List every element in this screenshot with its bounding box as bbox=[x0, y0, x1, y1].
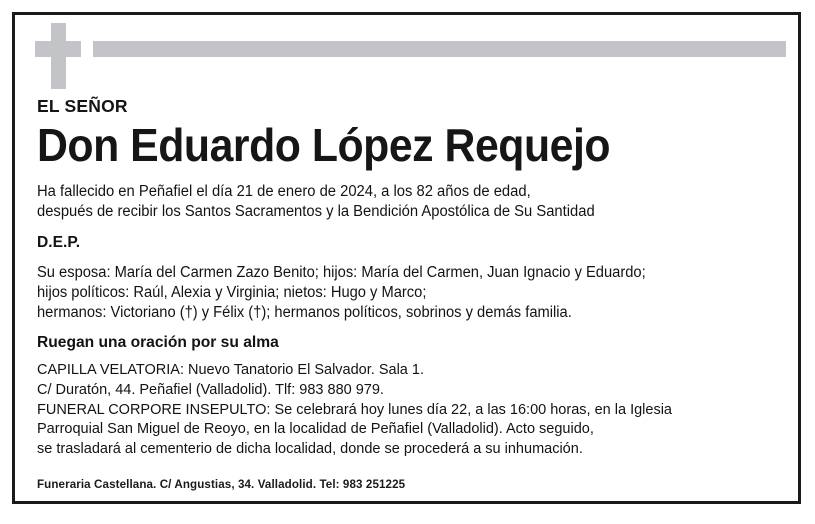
surviving-family-list bbox=[37, 263, 750, 323]
cross-icon-horizontal-bar bbox=[35, 41, 81, 57]
funeral-home-contact: Funeraria Castellana. C/ Angustias, 34. Valladolid. Tel: 983 251225 bbox=[37, 478, 406, 491]
obituary-notice-body bbox=[15, 15, 798, 501]
funeral-service-line: C/ Duratón, 44. Peñafiel (Valladolid). Tlf: 983 880 979. bbox=[37, 380, 384, 398]
funeral-home-footer bbox=[37, 478, 784, 491]
honorific-label: EL SEÑOR bbox=[37, 96, 128, 116]
surviving-family-line: Su esposa: María del Carmen Zazo Benito; hijos: María del Carmen, Juan Ignacio y Eduardo; bbox=[37, 263, 646, 281]
funeral-service-details bbox=[37, 360, 750, 459]
notice-header-band bbox=[15, 15, 798, 97]
surviving-family-line: hijos políticos: Raúl, Alexia y Virginia; nietos: Hugo y Marco; bbox=[37, 283, 427, 301]
death-information-line: Ha fallecido en Peñafiel el día 21 de enero de 2024, a los 82 años de edad, bbox=[37, 183, 531, 201]
funeral-service-line: FUNERAL CORPORE INSEPULTO: Se celebrará hoy lunes día 22, a las 16:00 horas, en la Iglesia bbox=[37, 400, 673, 418]
surviving-family-line: hermanos: Victoriano (†) y Félix (†); hermanos políticos, sobrinos y demás familia. bbox=[37, 303, 572, 321]
prayer-request: Ruegan una oración por su alma bbox=[37, 333, 279, 351]
funeral-service-line: CAPILLA VELATORIA: Nuevo Tanatorio El Salvador. Sala 1. bbox=[37, 361, 424, 379]
cross-icon bbox=[35, 23, 81, 89]
death-information-line: después de recibir los Santos Sacramentos y la Bendición Apostólica de Su Santidad bbox=[37, 202, 595, 220]
obituary-notice-frame bbox=[12, 12, 801, 504]
header-divider-rule bbox=[93, 41, 786, 57]
funeral-service-line: Parroquial San Miguel de Reoyo, en la localidad de Peñafiel (Valladolid). Acto seguido, bbox=[37, 420, 594, 438]
funeral-service-line: se trasladará al cementerio de dicha localidad, donde se procederá a su inhumación. bbox=[37, 440, 583, 458]
rest-in-peace-label: D.E.P. bbox=[37, 233, 81, 251]
notice-content bbox=[37, 97, 784, 459]
deceased-name: Don Eduardo López Requejo bbox=[37, 119, 611, 172]
death-information bbox=[37, 182, 754, 221]
